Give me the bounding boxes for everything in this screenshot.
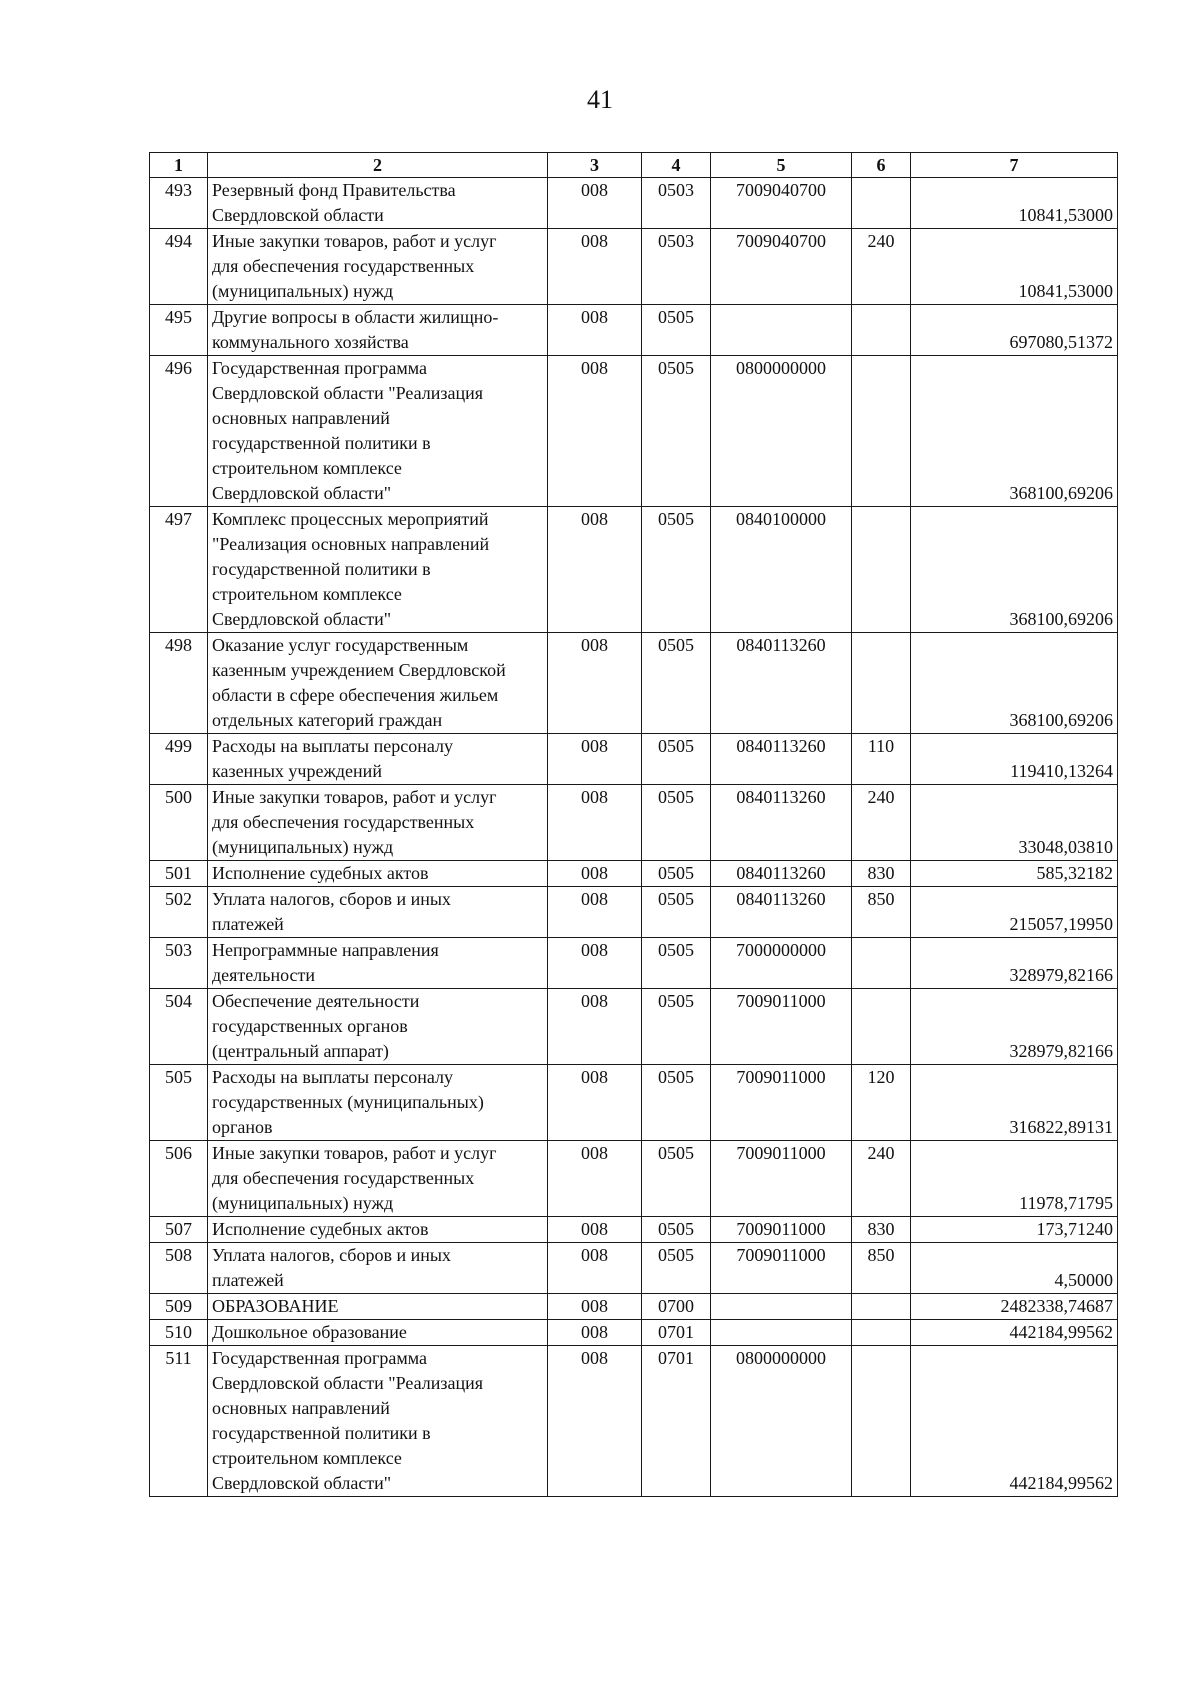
row-expense-type [852, 938, 911, 989]
row-amount: 328979,82166 [911, 989, 1118, 1065]
column-header-3: 3 [548, 153, 642, 178]
row-expense-type [852, 507, 911, 633]
row-target-code: 7009011000 [711, 1065, 852, 1141]
row-section-code: 0503 [642, 229, 711, 305]
row-name [208, 1320, 548, 1346]
row-section-code: 0503 [642, 178, 711, 229]
row-name [208, 1243, 548, 1294]
row-name-text: Дошкольное образование [212, 1322, 407, 1342]
row-section-code: 0700 [642, 1294, 711, 1320]
row-ministry-code: 008 [548, 1065, 642, 1141]
row-name-text: Обеспечение деятельности государственных органов (центральный аппарат) [212, 991, 420, 1061]
row-ministry-code: 008 [548, 1346, 642, 1497]
row-expense-type: 830 [852, 861, 911, 887]
row-target-code: 7000000000 [711, 938, 852, 989]
row-amount: 10841,53000 [911, 229, 1118, 305]
row-ministry-code: 008 [548, 1141, 642, 1217]
row-name-text: Иные закупки товаров, работ и услуг для обеспечения государственных (муниципальных) нужд [212, 231, 497, 301]
row-target-code: 0840113260 [711, 633, 852, 734]
row-target-code: 0840113260 [711, 734, 852, 785]
row-section-code: 0505 [642, 938, 711, 989]
table-row [150, 507, 1118, 633]
row-amount: 215057,19950 [911, 887, 1118, 938]
table-row [150, 178, 1118, 229]
row-amount: 328979,82166 [911, 938, 1118, 989]
row-section-code: 0505 [642, 1217, 711, 1243]
row-target-code: 0840113260 [711, 887, 852, 938]
row-name [208, 1065, 548, 1141]
row-ministry-code: 008 [548, 938, 642, 989]
row-number: 508 [150, 1243, 208, 1294]
row-section-code: 0505 [642, 1141, 711, 1217]
row-amount: 368100,69206 [911, 356, 1118, 507]
row-number: 509 [150, 1294, 208, 1320]
row-name-text: Расходы на выплаты персоналу государственных (муниципальных) органов [212, 1067, 484, 1137]
column-header-2: 2 [208, 153, 548, 178]
row-expense-type: 850 [852, 1243, 911, 1294]
row-section-code: 0701 [642, 1320, 711, 1346]
table-row [150, 1346, 1118, 1497]
table-header-row [150, 153, 1118, 178]
row-name-text: Уплата налогов, сборов и иных платежей [212, 1245, 451, 1290]
table-row [150, 633, 1118, 734]
row-number: 511 [150, 1346, 208, 1497]
table-row [150, 1141, 1118, 1217]
row-section-code: 0505 [642, 861, 711, 887]
row-expense-type: 850 [852, 887, 911, 938]
row-number: 502 [150, 887, 208, 938]
column-header-7: 7 [911, 153, 1118, 178]
row-target-code: 7009011000 [711, 989, 852, 1065]
column-header-5: 5 [711, 153, 852, 178]
row-amount: 119410,13264 [911, 734, 1118, 785]
table-row [150, 887, 1118, 938]
row-number: 498 [150, 633, 208, 734]
budget-table [149, 152, 1118, 1497]
row-name-text: Государственная программа Свердловской области "Реализация основных направлений государственной политики в строительном комплексе Свердловской области" [212, 1348, 484, 1493]
row-name [208, 887, 548, 938]
column-header-4: 4 [642, 153, 711, 178]
row-expense-type [852, 305, 911, 356]
table-row [150, 1217, 1118, 1243]
row-number: 501 [150, 861, 208, 887]
row-name [208, 1294, 548, 1320]
row-name [208, 1217, 548, 1243]
row-section-code: 0505 [642, 356, 711, 507]
row-ministry-code: 008 [548, 507, 642, 633]
row-ministry-code: 008 [548, 305, 642, 356]
row-target-code: 7009011000 [711, 1243, 852, 1294]
row-section-code: 0505 [642, 1065, 711, 1141]
row-name [208, 1141, 548, 1217]
row-name [208, 734, 548, 785]
row-name-text: ОБРАЗОВАНИЕ [212, 1296, 339, 1316]
row-ministry-code: 008 [548, 178, 642, 229]
row-number: 494 [150, 229, 208, 305]
row-number: 495 [150, 305, 208, 356]
row-number: 499 [150, 734, 208, 785]
row-target-code: 0840113260 [711, 861, 852, 887]
row-section-code: 0505 [642, 887, 711, 938]
row-number: 503 [150, 938, 208, 989]
row-section-code: 0505 [642, 1243, 711, 1294]
row-expense-type: 830 [852, 1217, 911, 1243]
row-name-text: Иные закупки товаров, работ и услуг для обеспечения государственных (муниципальных) нужд [212, 787, 497, 857]
row-expense-type [852, 178, 911, 229]
row-target-code: 7009040700 [711, 229, 852, 305]
row-expense-type [852, 1320, 911, 1346]
row-expense-type: 240 [852, 1141, 911, 1217]
row-name-text: Другие вопросы в области жилищно- коммунального хозяйства [212, 307, 499, 352]
row-target-code [711, 305, 852, 356]
row-name [208, 633, 548, 734]
row-ministry-code: 008 [548, 861, 642, 887]
row-amount: 368100,69206 [911, 633, 1118, 734]
row-ministry-code: 008 [548, 229, 642, 305]
row-ministry-code: 008 [548, 356, 642, 507]
row-section-code: 0505 [642, 305, 711, 356]
page-number: 41 [587, 85, 613, 114]
row-expense-type: 110 [852, 734, 911, 785]
column-header-6: 6 [852, 153, 911, 178]
row-name-text: Оказание услуг государственным казенным учреждением Свердловской области в сфере обеспечения жильем отдельных категорий граждан [212, 635, 506, 730]
row-number: 506 [150, 1141, 208, 1217]
row-name [208, 178, 548, 229]
row-target-code: 0800000000 [711, 356, 852, 507]
row-ministry-code: 008 [548, 1243, 642, 1294]
row-expense-type: 120 [852, 1065, 911, 1141]
row-expense-type: 240 [852, 229, 911, 305]
row-number: 505 [150, 1065, 208, 1141]
row-name [208, 861, 548, 887]
row-ministry-code: 008 [548, 1320, 642, 1346]
row-name-text: Иные закупки товаров, работ и услуг для обеспечения государственных (муниципальных) нужд [212, 1143, 497, 1213]
table-row [150, 229, 1118, 305]
row-amount: 442184,99562 [911, 1320, 1118, 1346]
row-target-code: 7009011000 [711, 1217, 852, 1243]
row-amount: 11978,71795 [911, 1141, 1118, 1217]
row-section-code: 0505 [642, 989, 711, 1065]
row-number: 497 [150, 507, 208, 633]
row-section-code: 0505 [642, 734, 711, 785]
row-amount: 316822,89131 [911, 1065, 1118, 1141]
row-expense-type [852, 989, 911, 1065]
row-amount: 697080,51372 [911, 305, 1118, 356]
row-target-code: 7009040700 [711, 178, 852, 229]
table-row [150, 1243, 1118, 1294]
row-ministry-code: 008 [548, 887, 642, 938]
row-number: 500 [150, 785, 208, 861]
row-section-code: 0701 [642, 1346, 711, 1497]
table-row [150, 305, 1118, 356]
table-row [150, 938, 1118, 989]
row-target-code: 0800000000 [711, 1346, 852, 1497]
row-expense-type [852, 356, 911, 507]
row-name [208, 1346, 548, 1497]
row-name [208, 305, 548, 356]
column-header-1: 1 [150, 153, 208, 178]
table-row [150, 989, 1118, 1065]
row-name-text: Резервный фонд Правительства Свердловской области [212, 180, 456, 225]
table-row [150, 1065, 1118, 1141]
row-amount: 368100,69206 [911, 507, 1118, 633]
row-amount: 173,71240 [911, 1217, 1118, 1243]
row-name [208, 785, 548, 861]
table-row [150, 356, 1118, 507]
row-number: 496 [150, 356, 208, 507]
row-target-code [711, 1320, 852, 1346]
row-ministry-code: 008 [548, 734, 642, 785]
row-name-text: Государственная программа Свердловской области "Реализация основных направлений государственной политики в строительном комплексе Свердловской области" [212, 358, 484, 503]
row-section-code: 0505 [642, 785, 711, 861]
row-expense-type [852, 633, 911, 734]
table-row [150, 861, 1118, 887]
row-amount: 2482338,74687 [911, 1294, 1118, 1320]
row-target-code: 7009011000 [711, 1141, 852, 1217]
row-amount: 4,50000 [911, 1243, 1118, 1294]
row-ministry-code: 008 [548, 1294, 642, 1320]
row-name-text: Расходы на выплаты персоналу казенных учреждений [212, 736, 453, 781]
row-name [208, 229, 548, 305]
row-amount: 442184,99562 [911, 1346, 1118, 1497]
row-number: 493 [150, 178, 208, 229]
row-name-text: Исполнение судебных актов [212, 1219, 429, 1239]
row-name-text: Комплекс процессных мероприятий "Реализация основных направлений государственной политики в строительном комплексе Свердловской области" [212, 509, 490, 629]
row-section-code: 0505 [642, 507, 711, 633]
row-amount: 585,32182 [911, 861, 1118, 887]
table-row [150, 734, 1118, 785]
row-number: 510 [150, 1320, 208, 1346]
row-name [208, 938, 548, 989]
row-name [208, 507, 548, 633]
row-expense-type: 240 [852, 785, 911, 861]
row-ministry-code: 008 [548, 785, 642, 861]
row-ministry-code: 008 [548, 633, 642, 734]
row-name [208, 356, 548, 507]
row-ministry-code: 008 [548, 1217, 642, 1243]
row-ministry-code: 008 [548, 989, 642, 1065]
row-target-code: 0840100000 [711, 507, 852, 633]
row-section-code: 0505 [642, 633, 711, 734]
row-name [208, 989, 548, 1065]
row-expense-type [852, 1294, 911, 1320]
row-name-text: Непрограммные направления деятельности [212, 940, 439, 985]
row-number: 507 [150, 1217, 208, 1243]
row-expense-type [852, 1346, 911, 1497]
row-number: 504 [150, 989, 208, 1065]
table-row [150, 1320, 1118, 1346]
table-row [150, 785, 1118, 861]
row-name-text: Уплата налогов, сборов и иных платежей [212, 889, 451, 934]
row-amount: 33048,03810 [911, 785, 1118, 861]
row-name-text: Исполнение судебных актов [212, 863, 429, 883]
table-row [150, 1294, 1118, 1320]
row-amount: 10841,53000 [911, 178, 1118, 229]
row-target-code [711, 1294, 852, 1320]
row-target-code: 0840113260 [711, 785, 852, 861]
